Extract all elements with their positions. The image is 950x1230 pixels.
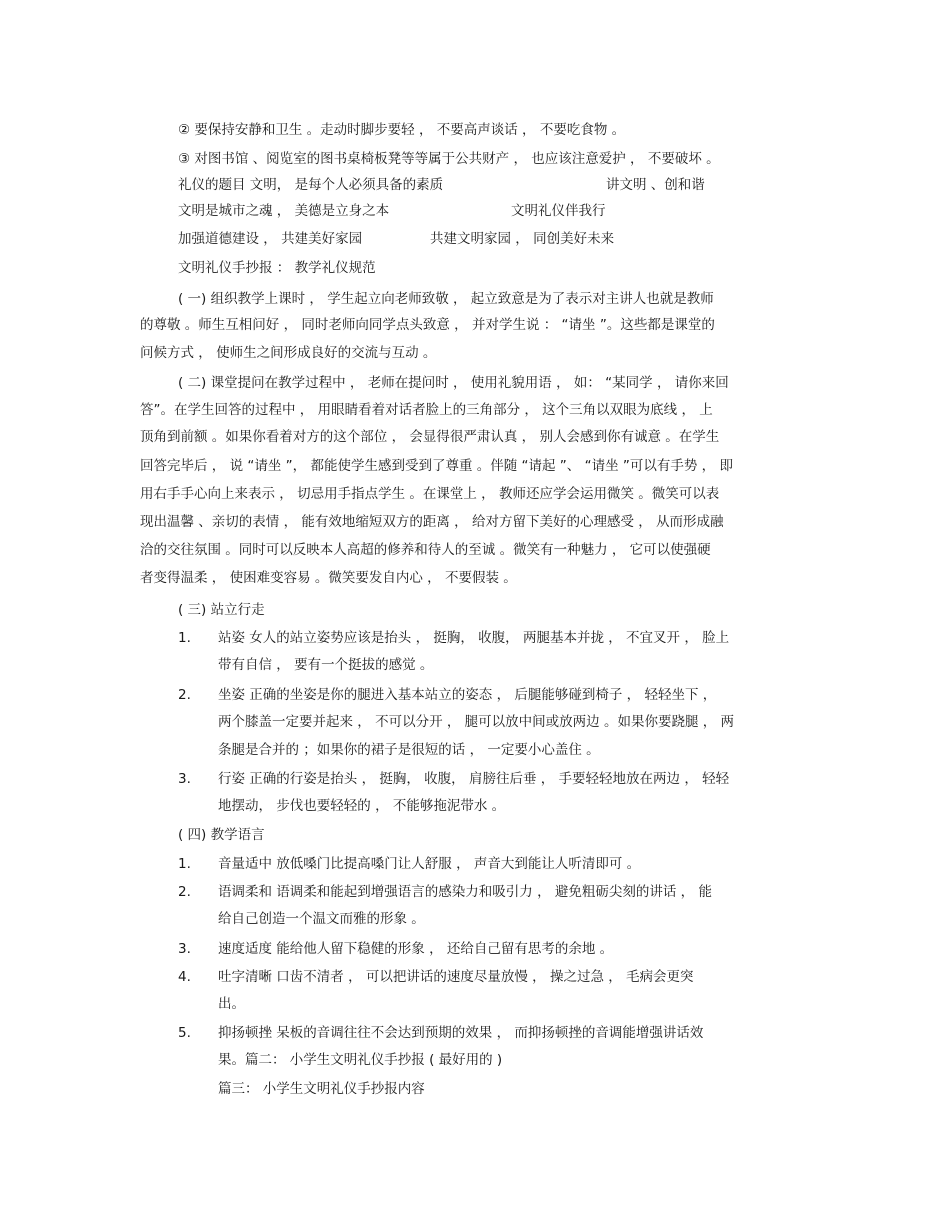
text-line: ② 要保持安静和卫生 。走动时脚步要轻 ， 不要高声谈话 ， 不要吃食物 。 [178, 122, 626, 138]
paragraph-line: 答”。在学生回答的过程中 ， 用眼睛看着对话者脸上的三角部分 ， 这个三角以双眼为底线 ， 上 [140, 402, 713, 418]
list-item-line: 带有自信 ， 要有一个挺拔的感觉 。 [218, 657, 434, 673]
paragraph-line: 的尊敬 。师生互相问好 ， 同时老师向同学点头致意 ， 并对学生说 ： “请坐 ”。这些都是课堂的 [140, 317, 715, 333]
paragraph-line: 者变得温柔 ， 使困难变容易 。微笑要发自内心 ， 不要假装 。 [140, 570, 517, 586]
paragraph-line: ( 一) 组织教学上课时 ， 学生起立向老师致敬 ， 起立致意是为了表示对主讲人也就是教师 [178, 291, 714, 307]
section-heading: ( 三) 站立行走 [178, 602, 265, 618]
list-item-line: 音量适中 放低嗓门比提高嗓门让人舒服 ， 声音大到能让人听清即可 。 [218, 856, 641, 872]
section-heading: ( 四) 教学语言 [178, 827, 265, 843]
section-title: 文明礼仪手抄报 ： 教学礼仪规范 [178, 260, 376, 276]
list-item-line: 地摆动， 步伐也要轻轻的 ， 不能够拖泥带水 。 [218, 798, 506, 814]
list-number: 4. [178, 969, 191, 985]
list-item-line: 篇三： 小学生文明礼仪手抄报内容 [218, 1081, 425, 1097]
paragraph-line: 现出温馨 、亲切的表情 ， 能有效地缩短双方的距离 ， 给对方留下美好的心理感受 ， 从而形成融 [140, 514, 724, 530]
list-item-line: 行姿 正确的行姿是抬头 ， 挺胸， 收腹， 肩膀往后垂 ， 手要轻轻地放在两边 ， 轻轻 [218, 771, 730, 787]
paragraph-line: 洽的交往氛围 。同时可以反映本人高超的修养和待人的至诚 。微笑有一种魅力 ， 它可以使强硬 [140, 542, 711, 558]
list-number: 2. [178, 884, 191, 900]
list-item-line: 抑扬顿挫 呆板的音调往往不会达到预期的效果 ， 而抑扬顿挫的音调能增强讲话效 [218, 1025, 704, 1041]
list-item-line: 两个膝盖一定要并起来 ， 不可以分开 ， 腿可以放中间或放两边 。如果你要跷腿 ， 两 [218, 714, 735, 730]
list-number: 1. [178, 630, 191, 646]
list-number: 3. [178, 771, 191, 787]
text-line [178, 230, 615, 248]
text-segment: 文明是城市之魂 ， 美德是立身之本 [178, 203, 390, 219]
text-line [178, 176, 705, 194]
list-number: 5. [178, 1025, 191, 1041]
text-segment: 文明礼仪伴我行 [511, 203, 606, 219]
text-segment: 礼仪的题目 文明， 是每个人必须具备的素质 [178, 177, 444, 193]
paragraph-line: 问候方式 ， 使师生之间形成良好的交流与互动 。 [140, 345, 437, 361]
list-item-line: 速度适度 能给他人留下稳健的形象 ， 还给自己留有思考的余地 。 [218, 941, 614, 957]
list-number: 3. [178, 941, 191, 957]
list-number: 1. [178, 856, 191, 872]
text-line: ③ 对图书馆 、阅览室的图书桌椅板凳等等属于公共财产 ， 也应该注意爱护 ， 不要破坏 。 [178, 151, 720, 167]
list-item-line: 吐字清晰 口齿不清者 ， 可以把讲话的速度尽量放慢 ， 操之过急 ， 毛病会更突 [218, 969, 694, 985]
text-segment: 加强道德建设 ， 共建美好家园 [178, 231, 363, 247]
paragraph-line: 顶角到前额 。如果你看着对方的这个部位 ， 会显得很严肃认真 ， 别人会感到你有诚意 。在学生 [140, 429, 720, 445]
text-segment: 讲文明 、创和谐 [606, 177, 705, 193]
list-item-line: 给自己创造一个温文而雅的形象 。 [218, 911, 425, 927]
list-item-line: 语调柔和 语调柔和能起到增强语言的感染力和吸引力 ， 避免粗砺尖刻的讲话 ， 能 [218, 884, 712, 900]
list-item-line: 条腿是合并的 ；如果你的裙子是很短的话 ， 一定要小心盖住 。 [218, 742, 600, 758]
text-segment: 共建文明家园 ， 同创美好未来 [430, 231, 615, 247]
list-item-line: 站姿 女人的站立姿势应该是抬头 ， 挺胸， 收腹， 两腿基本并拢 ， 不宜叉开 ， 脸上 [218, 630, 730, 646]
paragraph-line: ( 二) 课堂提问在教学过程中 ， 老师在提问时 ， 使用礼貌用语 ， 如： “某同学 ， 请你来回 [178, 375, 729, 391]
list-number: 2. [178, 687, 191, 703]
paragraph-line: 回答完毕后 ， 说 “请坐 ”， 都能使学生感到受到了尊重 。伴随 “请起 ”、 “请坐 ”可以有手势 ， 即 [140, 458, 733, 474]
paragraph-line: 用右手手心向上来表示 ， 切忌用手指点学生 。在课堂上 ， 教师还应学会运用微笑 。微笑可以表 [140, 486, 720, 502]
list-item-line: 果。篇二： 小学生文明礼仪手抄报 ( 最好用的 ) [218, 1052, 503, 1068]
list-item-line: 出。 [218, 996, 245, 1012]
text-line [178, 202, 606, 220]
list-item-line: 坐姿 正确的坐姿是你的腿进入基本站立的姿态 ， 后腿能够碰到椅子 ， 轻轻坐下 ， [218, 687, 717, 703]
